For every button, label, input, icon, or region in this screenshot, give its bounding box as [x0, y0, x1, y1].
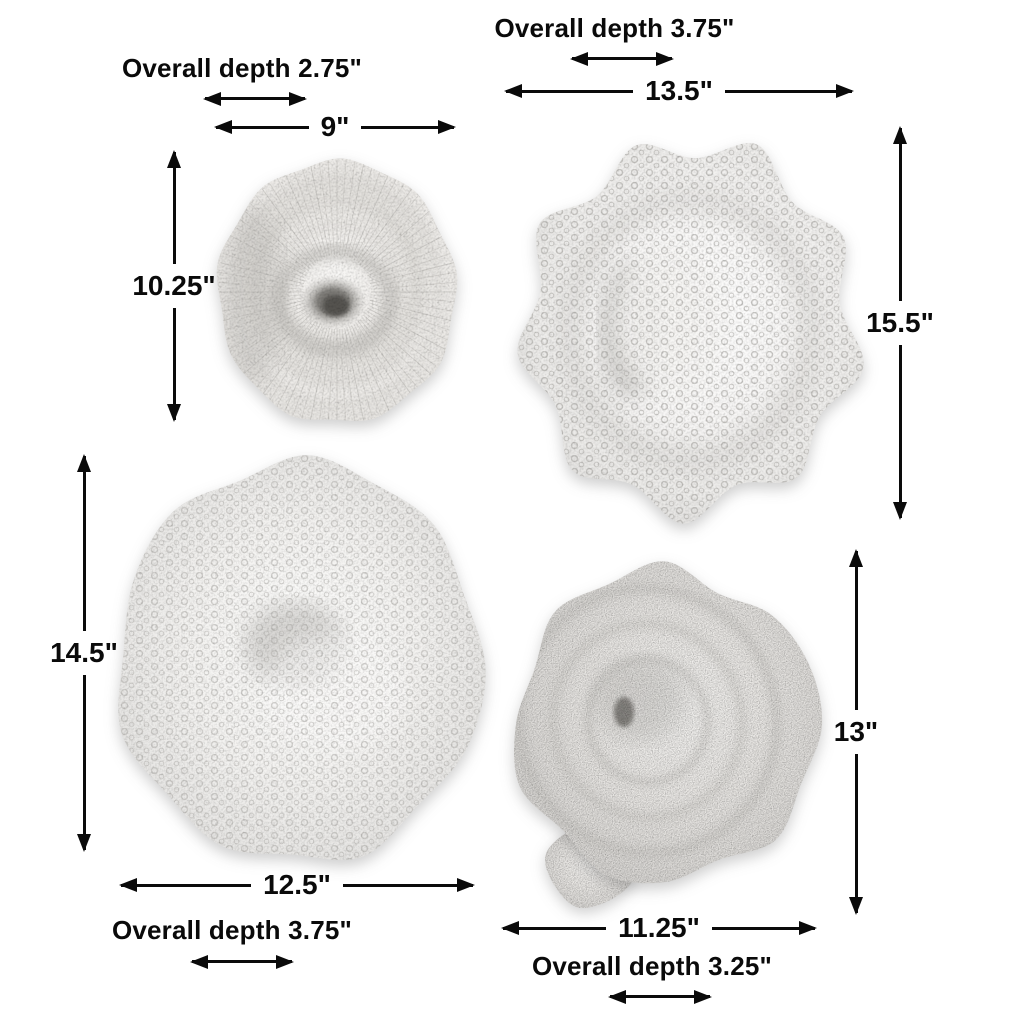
width-label-bottom-right: 11.25"	[618, 912, 700, 943]
height-dimension-bottom-right	[816, 551, 896, 913]
arrowhead-left	[216, 126, 309, 129]
arrowhead-left	[121, 884, 251, 887]
height-dimension-top-right	[860, 128, 940, 518]
arrowhead-up	[855, 551, 858, 710]
arrowhead-down	[899, 345, 902, 518]
width-dimension-bottom-left	[121, 871, 473, 899]
width-label-bottom-left: 12.5"	[263, 869, 331, 900]
arrowhead-right	[343, 884, 473, 887]
arrowhead-down	[855, 754, 858, 913]
depth-arrow-top-right	[572, 57, 672, 60]
width-dimension-top-right	[506, 77, 852, 105]
arrowhead-left	[503, 927, 606, 930]
depth-arrow-bottom-right	[610, 995, 710, 998]
depth-label-top-left: Overall depth 2.75"	[121, 53, 363, 83]
depth-label-bottom-right: Overall depth 3.25"	[531, 951, 773, 981]
width-label-top-right: 13.5"	[645, 75, 713, 106]
depth-arrow-top-left	[205, 97, 305, 100]
depth-label-bottom-left: Overall depth 3.75"	[111, 915, 353, 945]
arrowhead-up	[173, 152, 176, 264]
height-dimension-bottom-left	[44, 456, 124, 850]
height-label-top-left: 10.25"	[132, 270, 216, 301]
height-label-top-right: 15.5"	[866, 307, 934, 338]
width-dimension-bottom-right	[503, 914, 815, 942]
depth-label-top-right: Overall depth 3.75"	[494, 13, 735, 43]
arrowhead-right	[712, 927, 815, 930]
arrowhead-right	[725, 90, 852, 93]
height-dimension-top-left	[134, 152, 214, 420]
depth-arrow-bottom-left	[192, 960, 292, 963]
coral-top-right	[506, 126, 874, 528]
coral-bottom-left	[104, 447, 494, 877]
arrowhead-right	[361, 126, 454, 129]
arrowhead-up	[83, 456, 86, 631]
arrowhead-up	[899, 128, 902, 301]
width-label-top-left: 9"	[320, 111, 350, 142]
arrowhead-down	[83, 675, 86, 850]
coral-bottom-right	[478, 543, 852, 937]
arrowhead-left	[506, 90, 633, 93]
arrowhead-down	[173, 308, 176, 420]
coral-top-left	[206, 149, 468, 435]
width-dimension-top-left	[216, 113, 454, 141]
height-label-bottom-right: 13"	[833, 716, 879, 747]
height-label-bottom-left: 14.5"	[50, 637, 118, 668]
